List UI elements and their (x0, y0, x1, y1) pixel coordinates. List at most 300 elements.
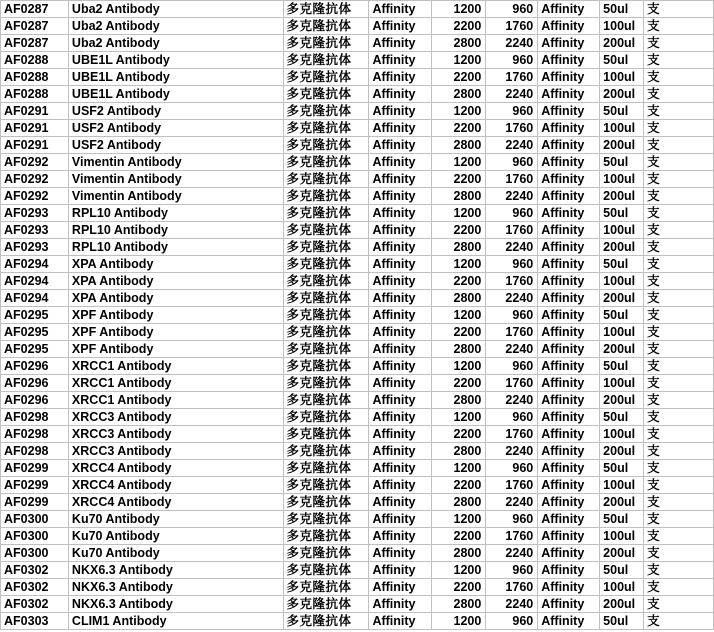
volume-cell[interactable]: 200ul (600, 188, 644, 205)
volume-cell[interactable]: 50ul (600, 307, 644, 324)
brand-cell[interactable]: Affinity (369, 52, 432, 69)
catalog-number-cell[interactable]: AF0302 (1, 596, 69, 613)
volume-cell[interactable]: 100ul (600, 426, 644, 443)
volume-cell[interactable]: 200ul (600, 443, 644, 460)
discount-price-cell[interactable]: 2240 (486, 494, 538, 511)
discount-price-cell[interactable]: 1760 (486, 171, 538, 188)
catalog-number-cell[interactable]: AF0299 (1, 460, 69, 477)
catalog-number-cell[interactable]: AF0293 (1, 205, 69, 222)
catalog-number-cell[interactable]: AF0296 (1, 392, 69, 409)
volume-cell[interactable]: 50ul (600, 460, 644, 477)
antibody-type-cell[interactable]: 多克隆抗体 (283, 171, 369, 188)
antibody-type-cell[interactable]: 多克隆抗体 (283, 562, 369, 579)
catalog-number-cell[interactable]: AF0287 (1, 1, 69, 18)
antibody-type-cell[interactable]: 多克隆抗体 (283, 154, 369, 171)
supplier-cell[interactable]: Affinity (538, 154, 600, 171)
catalog-number-cell[interactable]: AF0302 (1, 562, 69, 579)
product-name-cell[interactable]: XRCC3 Antibody (68, 426, 283, 443)
supplier-cell[interactable]: Affinity (538, 86, 600, 103)
product-name-cell[interactable]: XRCC4 Antibody (68, 494, 283, 511)
product-name-cell[interactable]: UBE1L Antibody (68, 69, 283, 86)
catalog-number-cell[interactable]: AF0294 (1, 290, 69, 307)
supplier-cell[interactable]: Affinity (538, 18, 600, 35)
list-price-cell[interactable]: 2200 (432, 18, 486, 35)
discount-price-cell[interactable]: 1760 (486, 222, 538, 239)
antibody-type-cell[interactable]: 多克隆抗体 (283, 494, 369, 511)
list-price-cell[interactable]: 2200 (432, 324, 486, 341)
unit-cell[interactable]: 支 (644, 545, 714, 562)
antibody-type-cell[interactable]: 多克隆抗体 (283, 52, 369, 69)
product-name-cell[interactable]: Vimentin Antibody (68, 171, 283, 188)
antibody-type-cell[interactable]: 多克隆抗体 (283, 1, 369, 18)
supplier-cell[interactable]: Affinity (538, 477, 600, 494)
list-price-cell[interactable]: 1200 (432, 256, 486, 273)
product-name-cell[interactable]: UBE1L Antibody (68, 52, 283, 69)
antibody-type-cell[interactable]: 多克隆抗体 (283, 239, 369, 256)
volume-cell[interactable]: 100ul (600, 222, 644, 239)
catalog-number-cell[interactable]: AF0296 (1, 375, 69, 392)
product-name-cell[interactable]: XRCC1 Antibody (68, 392, 283, 409)
volume-cell[interactable]: 100ul (600, 18, 644, 35)
catalog-number-cell[interactable]: AF0294 (1, 273, 69, 290)
list-price-cell[interactable]: 2200 (432, 426, 486, 443)
antibody-type-cell[interactable]: 多克隆抗体 (283, 596, 369, 613)
list-price-cell[interactable]: 1200 (432, 511, 486, 528)
discount-price-cell[interactable]: 1760 (486, 18, 538, 35)
unit-cell[interactable]: 支 (644, 69, 714, 86)
discount-price-cell[interactable]: 960 (486, 103, 538, 120)
volume-cell[interactable]: 50ul (600, 52, 644, 69)
brand-cell[interactable]: Affinity (369, 35, 432, 52)
supplier-cell[interactable]: Affinity (538, 460, 600, 477)
supplier-cell[interactable]: Affinity (538, 545, 600, 562)
discount-price-cell[interactable]: 2240 (486, 35, 538, 52)
supplier-cell[interactable]: Affinity (538, 188, 600, 205)
catalog-number-cell[interactable]: AF0288 (1, 52, 69, 69)
catalog-number-cell[interactable]: AF0287 (1, 18, 69, 35)
brand-cell[interactable]: Affinity (369, 460, 432, 477)
supplier-cell[interactable]: Affinity (538, 103, 600, 120)
list-price-cell[interactable]: 1200 (432, 358, 486, 375)
product-name-cell[interactable]: Uba2 Antibody (68, 18, 283, 35)
brand-cell[interactable]: Affinity (369, 120, 432, 137)
supplier-cell[interactable]: Affinity (538, 494, 600, 511)
product-name-cell[interactable]: RPL10 Antibody (68, 205, 283, 222)
discount-price-cell[interactable]: 960 (486, 562, 538, 579)
volume-cell[interactable]: 200ul (600, 35, 644, 52)
product-name-cell[interactable]: XRCC3 Antibody (68, 443, 283, 460)
unit-cell[interactable]: 支 (644, 460, 714, 477)
supplier-cell[interactable]: Affinity (538, 579, 600, 596)
antibody-type-cell[interactable]: 多克隆抗体 (283, 511, 369, 528)
unit-cell[interactable]: 支 (644, 307, 714, 324)
catalog-number-cell[interactable]: AF0288 (1, 86, 69, 103)
unit-cell[interactable]: 支 (644, 477, 714, 494)
brand-cell[interactable]: Affinity (369, 409, 432, 426)
product-name-cell[interactable]: Uba2 Antibody (68, 1, 283, 18)
antibody-type-cell[interactable]: 多克隆抗体 (283, 392, 369, 409)
antibody-type-cell[interactable]: 多克隆抗体 (283, 35, 369, 52)
unit-cell[interactable]: 支 (644, 86, 714, 103)
list-price-cell[interactable]: 2800 (432, 188, 486, 205)
catalog-number-cell[interactable]: AF0292 (1, 171, 69, 188)
list-price-cell[interactable]: 1200 (432, 562, 486, 579)
product-name-cell[interactable]: NKX6.3 Antibody (68, 579, 283, 596)
unit-cell[interactable]: 支 (644, 426, 714, 443)
list-price-cell[interactable]: 2200 (432, 528, 486, 545)
brand-cell[interactable]: Affinity (369, 562, 432, 579)
brand-cell[interactable]: Affinity (369, 103, 432, 120)
list-price-cell[interactable]: 1200 (432, 460, 486, 477)
volume-cell[interactable]: 100ul (600, 324, 644, 341)
unit-cell[interactable]: 支 (644, 273, 714, 290)
unit-cell[interactable]: 支 (644, 494, 714, 511)
discount-price-cell[interactable]: 960 (486, 511, 538, 528)
volume-cell[interactable]: 100ul (600, 171, 644, 188)
catalog-number-cell[interactable]: AF0292 (1, 188, 69, 205)
list-price-cell[interactable]: 2200 (432, 477, 486, 494)
brand-cell[interactable]: Affinity (369, 545, 432, 562)
volume-cell[interactable]: 50ul (600, 613, 644, 630)
product-name-cell[interactable]: XPA Antibody (68, 256, 283, 273)
brand-cell[interactable]: Affinity (369, 341, 432, 358)
catalog-number-cell[interactable]: AF0299 (1, 494, 69, 511)
antibody-type-cell[interactable]: 多克隆抗体 (283, 528, 369, 545)
brand-cell[interactable]: Affinity (369, 477, 432, 494)
antibody-type-cell[interactable]: 多克隆抗体 (283, 375, 369, 392)
brand-cell[interactable]: Affinity (369, 443, 432, 460)
brand-cell[interactable]: Affinity (369, 69, 432, 86)
discount-price-cell[interactable]: 2240 (486, 137, 538, 154)
volume-cell[interactable]: 200ul (600, 392, 644, 409)
supplier-cell[interactable]: Affinity (538, 409, 600, 426)
volume-cell[interactable]: 200ul (600, 596, 644, 613)
list-price-cell[interactable]: 2200 (432, 222, 486, 239)
unit-cell[interactable]: 支 (644, 154, 714, 171)
antibody-type-cell[interactable]: 多克隆抗体 (283, 324, 369, 341)
unit-cell[interactable]: 支 (644, 137, 714, 154)
catalog-number-cell[interactable]: AF0287 (1, 35, 69, 52)
supplier-cell[interactable]: Affinity (538, 69, 600, 86)
list-price-cell[interactable]: 2200 (432, 375, 486, 392)
catalog-number-cell[interactable]: AF0300 (1, 511, 69, 528)
catalog-number-cell[interactable]: AF0293 (1, 222, 69, 239)
brand-cell[interactable]: Affinity (369, 188, 432, 205)
unit-cell[interactable]: 支 (644, 35, 714, 52)
antibody-type-cell[interactable]: 多克隆抗体 (283, 256, 369, 273)
catalog-number-cell[interactable]: AF0296 (1, 358, 69, 375)
discount-price-cell[interactable]: 1760 (486, 324, 538, 341)
antibody-type-cell[interactable]: 多克隆抗体 (283, 273, 369, 290)
list-price-cell[interactable]: 1200 (432, 409, 486, 426)
supplier-cell[interactable]: Affinity (538, 239, 600, 256)
catalog-number-cell[interactable]: AF0295 (1, 341, 69, 358)
product-name-cell[interactable]: NKX6.3 Antibody (68, 562, 283, 579)
unit-cell[interactable]: 支 (644, 613, 714, 630)
list-price-cell[interactable]: 2800 (432, 35, 486, 52)
brand-cell[interactable]: Affinity (369, 324, 432, 341)
supplier-cell[interactable]: Affinity (538, 120, 600, 137)
unit-cell[interactable]: 支 (644, 205, 714, 222)
product-name-cell[interactable]: NKX6.3 Antibody (68, 596, 283, 613)
volume-cell[interactable]: 50ul (600, 358, 644, 375)
supplier-cell[interactable]: Affinity (538, 375, 600, 392)
supplier-cell[interactable]: Affinity (538, 35, 600, 52)
product-name-cell[interactable]: Vimentin Antibody (68, 154, 283, 171)
list-price-cell[interactable]: 1200 (432, 154, 486, 171)
supplier-cell[interactable]: Affinity (538, 52, 600, 69)
brand-cell[interactable]: Affinity (369, 579, 432, 596)
unit-cell[interactable]: 支 (644, 188, 714, 205)
brand-cell[interactable]: Affinity (369, 154, 432, 171)
unit-cell[interactable]: 支 (644, 443, 714, 460)
catalog-number-cell[interactable]: AF0291 (1, 103, 69, 120)
volume-cell[interactable]: 200ul (600, 86, 644, 103)
supplier-cell[interactable]: Affinity (538, 528, 600, 545)
supplier-cell[interactable]: Affinity (538, 511, 600, 528)
volume-cell[interactable]: 50ul (600, 1, 644, 18)
supplier-cell[interactable]: Affinity (538, 392, 600, 409)
unit-cell[interactable]: 支 (644, 392, 714, 409)
antibody-type-cell[interactable]: 多克隆抗体 (283, 290, 369, 307)
supplier-cell[interactable]: Affinity (538, 171, 600, 188)
unit-cell[interactable]: 支 (644, 409, 714, 426)
product-name-cell[interactable]: Uba2 Antibody (68, 35, 283, 52)
discount-price-cell[interactable]: 2240 (486, 392, 538, 409)
brand-cell[interactable]: Affinity (369, 426, 432, 443)
product-name-cell[interactable]: UBE1L Antibody (68, 86, 283, 103)
unit-cell[interactable]: 支 (644, 120, 714, 137)
list-price-cell[interactable]: 1200 (432, 1, 486, 18)
catalog-number-cell[interactable]: AF0295 (1, 307, 69, 324)
volume-cell[interactable]: 200ul (600, 494, 644, 511)
antibody-type-cell[interactable]: 多克隆抗体 (283, 613, 369, 630)
catalog-number-cell[interactable]: AF0295 (1, 324, 69, 341)
volume-cell[interactable]: 100ul (600, 375, 644, 392)
volume-cell[interactable]: 100ul (600, 273, 644, 290)
product-name-cell[interactable]: USF2 Antibody (68, 137, 283, 154)
list-price-cell[interactable]: 2200 (432, 579, 486, 596)
product-name-cell[interactable]: XRCC3 Antibody (68, 409, 283, 426)
discount-price-cell[interactable]: 2240 (486, 545, 538, 562)
product-name-cell[interactable]: XPF Antibody (68, 307, 283, 324)
unit-cell[interactable]: 支 (644, 562, 714, 579)
list-price-cell[interactable]: 2200 (432, 273, 486, 290)
list-price-cell[interactable]: 2800 (432, 137, 486, 154)
volume-cell[interactable]: 50ul (600, 562, 644, 579)
product-name-cell[interactable]: USF2 Antibody (68, 103, 283, 120)
antibody-type-cell[interactable]: 多克隆抗体 (283, 545, 369, 562)
discount-price-cell[interactable]: 1760 (486, 477, 538, 494)
catalog-number-cell[interactable]: AF0298 (1, 443, 69, 460)
antibody-type-cell[interactable]: 多克隆抗体 (283, 341, 369, 358)
volume-cell[interactable]: 50ul (600, 511, 644, 528)
supplier-cell[interactable]: Affinity (538, 341, 600, 358)
volume-cell[interactable]: 200ul (600, 137, 644, 154)
catalog-number-cell[interactable]: AF0288 (1, 69, 69, 86)
unit-cell[interactable]: 支 (644, 579, 714, 596)
brand-cell[interactable]: Affinity (369, 358, 432, 375)
catalog-number-cell[interactable]: AF0298 (1, 409, 69, 426)
brand-cell[interactable]: Affinity (369, 86, 432, 103)
brand-cell[interactable]: Affinity (369, 137, 432, 154)
product-name-cell[interactable]: Vimentin Antibody (68, 188, 283, 205)
product-name-cell[interactable]: USF2 Antibody (68, 120, 283, 137)
list-price-cell[interactable]: 2800 (432, 86, 486, 103)
catalog-number-cell[interactable]: AF0302 (1, 579, 69, 596)
list-price-cell[interactable]: 1200 (432, 103, 486, 120)
catalog-number-cell[interactable]: AF0291 (1, 137, 69, 154)
product-name-cell[interactable]: CLIM1 Antibody (68, 613, 283, 630)
volume-cell[interactable]: 100ul (600, 69, 644, 86)
brand-cell[interactable]: Affinity (369, 613, 432, 630)
discount-price-cell[interactable]: 1760 (486, 375, 538, 392)
volume-cell[interactable]: 100ul (600, 528, 644, 545)
list-price-cell[interactable]: 2800 (432, 239, 486, 256)
volume-cell[interactable]: 50ul (600, 103, 644, 120)
product-name-cell[interactable]: XPF Antibody (68, 324, 283, 341)
volume-cell[interactable]: 200ul (600, 545, 644, 562)
antibody-type-cell[interactable]: 多克隆抗体 (283, 69, 369, 86)
brand-cell[interactable]: Affinity (369, 205, 432, 222)
discount-price-cell[interactable]: 1760 (486, 273, 538, 290)
unit-cell[interactable]: 支 (644, 52, 714, 69)
list-price-cell[interactable]: 1200 (432, 307, 486, 324)
antibody-type-cell[interactable]: 多克隆抗体 (283, 205, 369, 222)
volume-cell[interactable]: 50ul (600, 409, 644, 426)
discount-price-cell[interactable]: 960 (486, 205, 538, 222)
antibody-type-cell[interactable]: 多克隆抗体 (283, 443, 369, 460)
supplier-cell[interactable]: Affinity (538, 205, 600, 222)
supplier-cell[interactable]: Affinity (538, 596, 600, 613)
product-name-cell[interactable]: XPA Antibody (68, 273, 283, 290)
supplier-cell[interactable]: Affinity (538, 562, 600, 579)
brand-cell[interactable]: Affinity (369, 290, 432, 307)
list-price-cell[interactable]: 2800 (432, 290, 486, 307)
discount-price-cell[interactable]: 960 (486, 409, 538, 426)
antibody-type-cell[interactable]: 多克隆抗体 (283, 86, 369, 103)
unit-cell[interactable]: 支 (644, 290, 714, 307)
brand-cell[interactable]: Affinity (369, 494, 432, 511)
antibody-type-cell[interactable]: 多克隆抗体 (283, 137, 369, 154)
product-name-cell[interactable]: XPF Antibody (68, 341, 283, 358)
antibody-type-cell[interactable]: 多克隆抗体 (283, 307, 369, 324)
volume-cell[interactable]: 50ul (600, 205, 644, 222)
supplier-cell[interactable]: Affinity (538, 613, 600, 630)
supplier-cell[interactable]: Affinity (538, 290, 600, 307)
brand-cell[interactable]: Affinity (369, 1, 432, 18)
catalog-number-cell[interactable]: AF0299 (1, 477, 69, 494)
list-price-cell[interactable]: 2800 (432, 392, 486, 409)
brand-cell[interactable]: Affinity (369, 307, 432, 324)
catalog-number-cell[interactable]: AF0300 (1, 528, 69, 545)
product-name-cell[interactable]: XRCC1 Antibody (68, 375, 283, 392)
antibody-type-cell[interactable]: 多克隆抗体 (283, 358, 369, 375)
list-price-cell[interactable]: 1200 (432, 613, 486, 630)
product-name-cell[interactable]: RPL10 Antibody (68, 222, 283, 239)
discount-price-cell[interactable]: 1760 (486, 120, 538, 137)
list-price-cell[interactable]: 2200 (432, 69, 486, 86)
unit-cell[interactable]: 支 (644, 511, 714, 528)
unit-cell[interactable]: 支 (644, 171, 714, 188)
antibody-type-cell[interactable]: 多克隆抗体 (283, 460, 369, 477)
brand-cell[interactable]: Affinity (369, 375, 432, 392)
unit-cell[interactable]: 支 (644, 528, 714, 545)
product-name-cell[interactable]: XRCC1 Antibody (68, 358, 283, 375)
antibody-type-cell[interactable]: 多克隆抗体 (283, 188, 369, 205)
volume-cell[interactable]: 50ul (600, 154, 644, 171)
discount-price-cell[interactable]: 1760 (486, 579, 538, 596)
discount-price-cell[interactable]: 960 (486, 256, 538, 273)
volume-cell[interactable]: 200ul (600, 341, 644, 358)
antibody-type-cell[interactable]: 多克隆抗体 (283, 103, 369, 120)
discount-price-cell[interactable]: 2240 (486, 86, 538, 103)
list-price-cell[interactable]: 1200 (432, 205, 486, 222)
brand-cell[interactable]: Affinity (369, 511, 432, 528)
unit-cell[interactable]: 支 (644, 18, 714, 35)
supplier-cell[interactable]: Affinity (538, 426, 600, 443)
product-name-cell[interactable]: XRCC4 Antibody (68, 477, 283, 494)
antibody-type-cell[interactable]: 多克隆抗体 (283, 120, 369, 137)
supplier-cell[interactable]: Affinity (538, 137, 600, 154)
supplier-cell[interactable]: Affinity (538, 222, 600, 239)
unit-cell[interactable]: 支 (644, 375, 714, 392)
supplier-cell[interactable]: Affinity (538, 358, 600, 375)
discount-price-cell[interactable]: 960 (486, 154, 538, 171)
unit-cell[interactable]: 支 (644, 222, 714, 239)
list-price-cell[interactable]: 1200 (432, 52, 486, 69)
supplier-cell[interactable]: Affinity (538, 273, 600, 290)
supplier-cell[interactable]: Affinity (538, 1, 600, 18)
discount-price-cell[interactable]: 960 (486, 358, 538, 375)
catalog-number-cell[interactable]: AF0292 (1, 154, 69, 171)
unit-cell[interactable]: 支 (644, 1, 714, 18)
discount-price-cell[interactable]: 960 (486, 307, 538, 324)
product-name-cell[interactable]: XPA Antibody (68, 290, 283, 307)
catalog-number-cell[interactable]: AF0303 (1, 613, 69, 630)
product-name-cell[interactable]: RPL10 Antibody (68, 239, 283, 256)
brand-cell[interactable]: Affinity (369, 392, 432, 409)
volume-cell[interactable]: 100ul (600, 477, 644, 494)
discount-price-cell[interactable]: 2240 (486, 596, 538, 613)
brand-cell[interactable]: Affinity (369, 171, 432, 188)
product-name-cell[interactable]: Ku70 Antibody (68, 528, 283, 545)
unit-cell[interactable]: 支 (644, 324, 714, 341)
catalog-number-cell[interactable]: AF0300 (1, 545, 69, 562)
discount-price-cell[interactable]: 1760 (486, 426, 538, 443)
unit-cell[interactable]: 支 (644, 256, 714, 273)
antibody-type-cell[interactable]: 多克隆抗体 (283, 222, 369, 239)
volume-cell[interactable]: 50ul (600, 256, 644, 273)
discount-price-cell[interactable]: 960 (486, 1, 538, 18)
supplier-cell[interactable]: Affinity (538, 443, 600, 460)
brand-cell[interactable]: Affinity (369, 18, 432, 35)
list-price-cell[interactable]: 2200 (432, 171, 486, 188)
list-price-cell[interactable]: 2800 (432, 341, 486, 358)
list-price-cell[interactable]: 2800 (432, 596, 486, 613)
antibody-type-cell[interactable]: 多克隆抗体 (283, 18, 369, 35)
brand-cell[interactable]: Affinity (369, 222, 432, 239)
volume-cell[interactable]: 100ul (600, 579, 644, 596)
brand-cell[interactable]: Affinity (369, 596, 432, 613)
supplier-cell[interactable]: Affinity (538, 324, 600, 341)
antibody-type-cell[interactable]: 多克隆抗体 (283, 477, 369, 494)
list-price-cell[interactable]: 2200 (432, 120, 486, 137)
brand-cell[interactable]: Affinity (369, 239, 432, 256)
discount-price-cell[interactable]: 2240 (486, 443, 538, 460)
volume-cell[interactable]: 100ul (600, 120, 644, 137)
unit-cell[interactable]: 支 (644, 341, 714, 358)
